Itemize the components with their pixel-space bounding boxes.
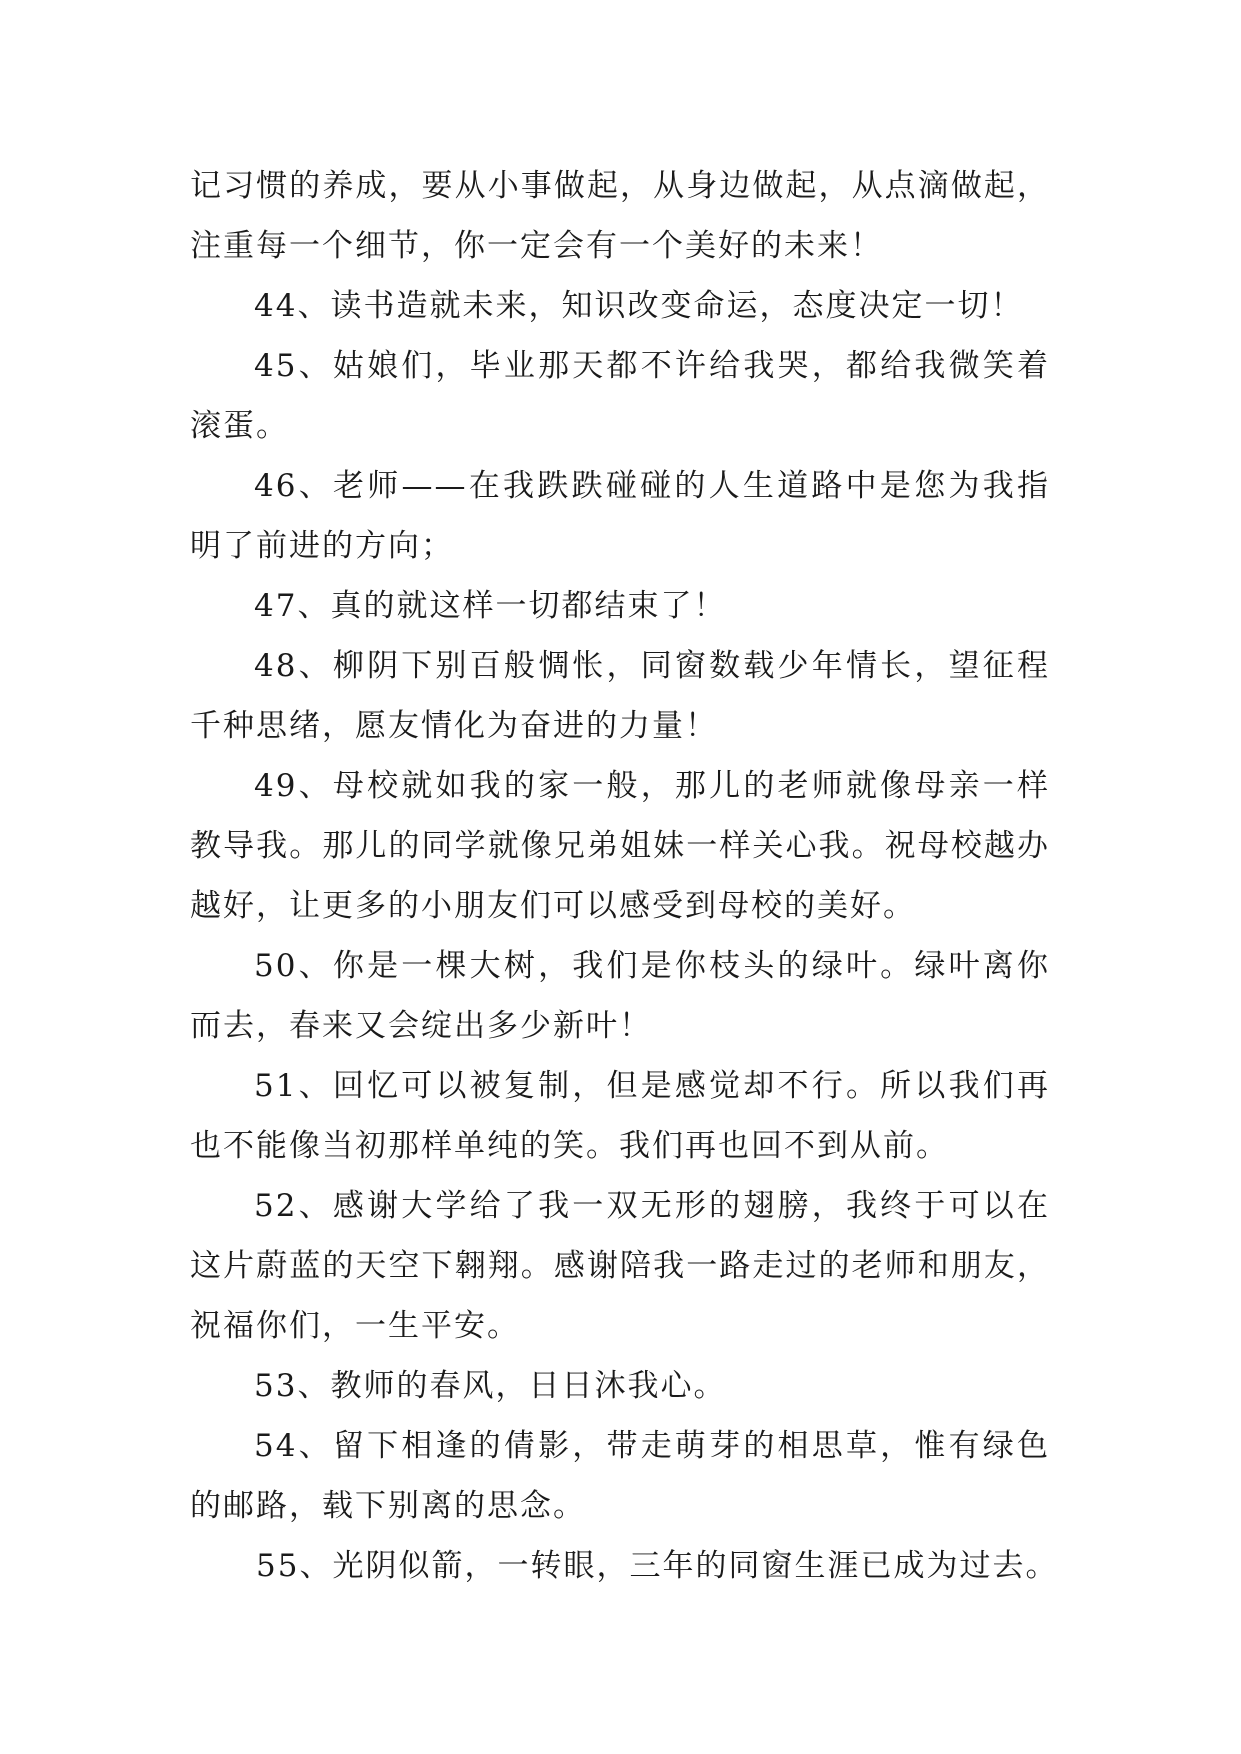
paragraph-44: 44、读书造就未来，知识改变命运，态度决定一切！: [254, 288, 1024, 324]
paragraph-45: 45、姑娘们，毕业那天都不许给我哭，都给我微笑着滚蛋。: [190, 348, 1050, 444]
paragraph-49: 49、母校就如我的家一般，那儿的老师就像母亲一样教导我。那儿的同学就像兄弟姐妹一样关心我。祝母校越办越好，让更多的小朋友们可以感受到母校的美好。: [190, 768, 1050, 924]
paragraph-47: 47、真的就这样一切都结束了！: [254, 588, 727, 624]
paragraph-50: 50、你是一棵大树，我们是你枝头的绿叶。绿叶离你而去，春来又会绽出多少新叶！: [190, 948, 1050, 1044]
paragraph-54: 54、留下相逢的倩影，带走萌芽的相思草，惟有绿色的邮路，载下别离的思念。: [190, 1428, 1050, 1524]
paragraph-55: 55、光阴似箭，一转眼，三年的同窗生涯已成为过去。: [256, 1548, 1059, 1584]
paragraph-51: 51、回忆可以被复制，但是感觉却不行。所以我们再也不能像当初那样单纯的笑。我们再也回不到从前。: [190, 1068, 1050, 1164]
paragraph-53: 53、教师的春风，日日沐我心。: [254, 1368, 727, 1404]
paragraph-52: 52、感谢大学给了我一双无形的翅膀，我终于可以在这片蔚蓝的天空下翱翔。感谢陪我一路走过的老师和朋友，祝福你们，一生平安。: [190, 1188, 1050, 1344]
paragraph-48: 48、柳阴下别百般惆怅，同窗数载少年情长，望征程千种思绪，愿友情化为奋进的力量！: [190, 648, 1050, 744]
document-body: [190, 156, 1059, 1596]
paragraph-46: 46、老师——在我跌跌碰碰的人生道路中是您为我指明了前进的方向；: [190, 468, 1050, 564]
paragraph-continuation: 记习惯的养成，要从小事做起，从身边做起，从点滴做起，注重每一个细节，你一定会有一个美好的未来！: [190, 168, 1050, 264]
